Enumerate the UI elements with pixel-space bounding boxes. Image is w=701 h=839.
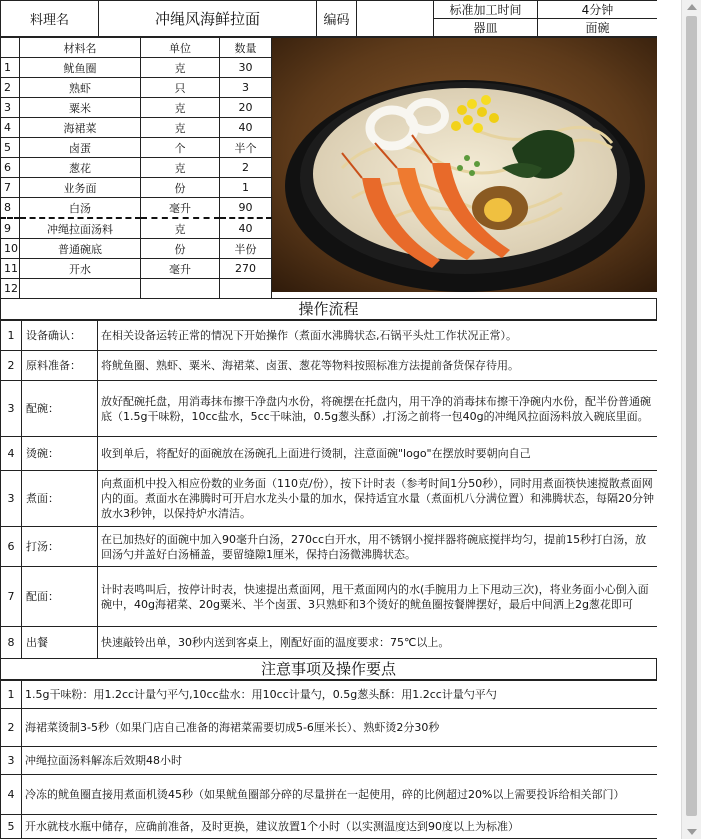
note-no: 1 (1, 681, 22, 709)
step-label: 烫碗： (22, 437, 98, 471)
ingredient-unit: 克 (141, 58, 220, 78)
step-no: 2 (1, 351, 22, 381)
ingredient-name: 熟虾 (20, 78, 141, 98)
ingredient-no: 10 (1, 239, 20, 259)
step-label: 煮面： (22, 471, 98, 527)
ingredient-unit: 只 (141, 78, 220, 98)
vessel-value: 面碗 (538, 19, 658, 37)
ingredient-unit: 克 (141, 98, 220, 118)
step-label: 配面： (22, 567, 98, 627)
ingredient-unit: 份 (141, 239, 220, 259)
scroll-down-arrow-icon[interactable] (687, 829, 697, 835)
ingredient-name: 白汤 (20, 198, 141, 219)
ingredient-unit: 毫升 (141, 198, 220, 219)
ingredient-qty: 3 (220, 78, 272, 98)
step-text: 计时表鸣叫后，按停计时表，快速提出煮面网，甩干煮面网内的水(手腕用力上下甩动三次)，将业务面小心倒入面碗中，40g海裙菜、20g粟米、半个卤蛋、3只熟虾和3个烫好的鱿鱼圈按餐牌摆好，最后中间洒上2g葱花即可 (98, 567, 658, 627)
note-text: 开水就枝水瓶中储存，应确前准备，及时更换，建议放置1个小时（以实测温度达到90度以上为标准） (22, 815, 658, 839)
code-label: 编码 (317, 1, 357, 37)
ingredient-no: 8 (1, 198, 20, 219)
ingredient-unit: 克 (141, 218, 220, 239)
ingredient-qty: 2 (220, 158, 272, 178)
col-header-name: 材料名 (20, 38, 141, 58)
process-title: 操作流程 (0, 299, 657, 320)
ingredient-unit: 个 (141, 138, 220, 158)
vessel-label: 器皿 (434, 19, 538, 37)
std-time-value: 4分钟 (538, 1, 658, 19)
ingredient-qty: 270 (220, 259, 272, 279)
step-no: 4 (1, 437, 22, 471)
ingredient-name: 粟米 (20, 98, 141, 118)
ingredient-qty: 半份 (220, 239, 272, 259)
note-no: 5 (1, 815, 22, 839)
step-label: 出餐 (22, 627, 98, 659)
ingredient-no: 12 (1, 279, 20, 299)
header-table (0, 0, 657, 37)
ingredient-qty: 30 (220, 58, 272, 78)
ingredient-unit: 克 (141, 118, 220, 138)
scroll-up-arrow-icon[interactable] (687, 4, 697, 10)
step-text: 向煮面机中投入相应份数的业务面（110克/份），按下计时表（参考时间1分50秒），同时用煮面筷快速搅散煮面网内的面。煮面水在沸腾时可开启水龙头小量的加水，保持适宜水量（煮面机八分满位置）和沸腾状态，每隔20分钟放水3秒钟，以保持炉水清洁。 (98, 471, 658, 527)
ingredient-no: 11 (1, 259, 20, 279)
ingredient-unit: 份 (141, 178, 220, 198)
step-text: 将鱿鱼圈、熟虾、粟米、海裙菜、卤蛋、葱花等物料按照标准方法提前备货保存待用。 (98, 351, 658, 381)
step-label: 设备确认： (22, 321, 98, 351)
ingredient-qty (220, 279, 272, 299)
ingredient-name: 葱花 (20, 158, 141, 178)
ingredient-qty: 1 (220, 178, 272, 198)
note-no: 2 (1, 709, 22, 747)
ingredient-name: 海裙菜 (20, 118, 141, 138)
step-no: 3 (1, 381, 22, 437)
ingredient-name: 卤蛋 (20, 138, 141, 158)
ingredient-qty: 20 (220, 98, 272, 118)
note-text: 冲绳拉面汤料解冻后效期48小时 (22, 747, 658, 775)
step-no: 8 (1, 627, 22, 659)
ingredient-unit: 毫升 (141, 259, 220, 279)
note-text: 海裙菜烫制3-5秒（如果门店自己准备的海裙菜需要切成5-6厘米长）、熟虾烫2分30秒 (22, 709, 658, 747)
step-no: 3 (1, 471, 22, 527)
ingredient-qty: 40 (220, 118, 272, 138)
ingredient-qty: 90 (220, 198, 272, 219)
ingredient-no: 6 (1, 158, 20, 178)
ingredient-no: 2 (1, 78, 20, 98)
ingredient-no: 4 (1, 118, 20, 138)
ingredients-table (0, 37, 657, 299)
ingredient-no: 1 (1, 58, 20, 78)
code-value (357, 1, 434, 37)
step-label: 打汤： (22, 527, 98, 567)
ingredient-name: 普通碗底 (20, 239, 141, 259)
step-label: 原料准备： (22, 351, 98, 381)
col-header-qty: 数量 (220, 38, 272, 58)
ingredient-no: 9 (1, 218, 20, 239)
note-text: 冷冻的鱿鱼圈直接用煮面机烫45秒（如果鱿鱼圈部分碎的尽量拼在一起使用，碎的比例超过20%以上需要投诉给相关部门） (22, 775, 658, 815)
scroll-thumb[interactable] (686, 16, 697, 816)
ramen-photo-icon (272, 38, 657, 292)
notes-table (0, 680, 657, 839)
process-table (0, 320, 657, 659)
ingredient-no: 3 (1, 98, 20, 118)
step-no: 1 (1, 321, 22, 351)
step-text: 收到单后，将配好的面碗放在汤碗孔上面进行烫制，注意面碗"logo"在摆放时要朝向自己 (98, 437, 658, 471)
step-text: 放好配碗托盘，用消毒抹布擦干净盘内水份，将碗摆在托盘内，用干净的消毒抹布擦干净碗内水份，配半份普通碗底（1.5g干味粉，10cc盐水，5cc干味油，0.5g葱头酥）,打汤之前将一包40g的冲绳风拉面汤料放入碗底里面。 (98, 381, 658, 437)
step-no: 7 (1, 567, 22, 627)
ingredient-qty: 40 (220, 218, 272, 239)
note-no: 4 (1, 775, 22, 815)
step-no: 6 (1, 527, 22, 567)
dish-name: 冲绳风海鲜拉面 (99, 1, 317, 37)
ingredient-no: 5 (1, 138, 20, 158)
ingredient-name: 鱿鱼圈 (20, 58, 141, 78)
std-time-label: 标准加工时间 (434, 1, 538, 19)
note-text: 1.5g干味粉：用1.2cc计量勺平勺,10cc盐水：用10cc计量勺，0.5g葱头酥：用1.2cc计量勺平勺 (22, 681, 658, 709)
ingredient-name: 冲绳拉面汤料 (20, 218, 141, 239)
step-text: 快速敲铃出单，30秒内送到客桌上，刚配好面的温度要求：75℃以上。 (98, 627, 658, 659)
ingredient-unit (141, 279, 220, 299)
notes-title: 注意事项及操作要点 (0, 659, 657, 680)
step-text: 在已加热好的面碗中加入90毫升白汤，270cc白开水，用不锈钢小搅拌器将碗底搅拌均匀，提前15秒打白汤，放回汤勺并盖好白汤桶盖，要留缝隙1厘米，保持白汤微沸腾状态。 (98, 527, 658, 567)
dish-photo (272, 38, 658, 299)
dish-name-label: 料理名 (1, 1, 99, 37)
step-text: 在相关设备运转正常的情况下开始操作（煮面水沸腾状态,石锅平头灶工作状况正常）。 (98, 321, 658, 351)
vertical-scrollbar[interactable] (681, 0, 701, 839)
ingredient-no: 7 (1, 178, 20, 198)
ingredient-qty: 半个 (220, 138, 272, 158)
ingredient-name: 业务面 (20, 178, 141, 198)
step-label: 配碗： (22, 381, 98, 437)
note-no: 3 (1, 747, 22, 775)
ingredient-name (20, 279, 141, 299)
ingredient-unit: 克 (141, 158, 220, 178)
col-header-unit: 单位 (141, 38, 220, 58)
ingredient-name: 开水 (20, 259, 141, 279)
